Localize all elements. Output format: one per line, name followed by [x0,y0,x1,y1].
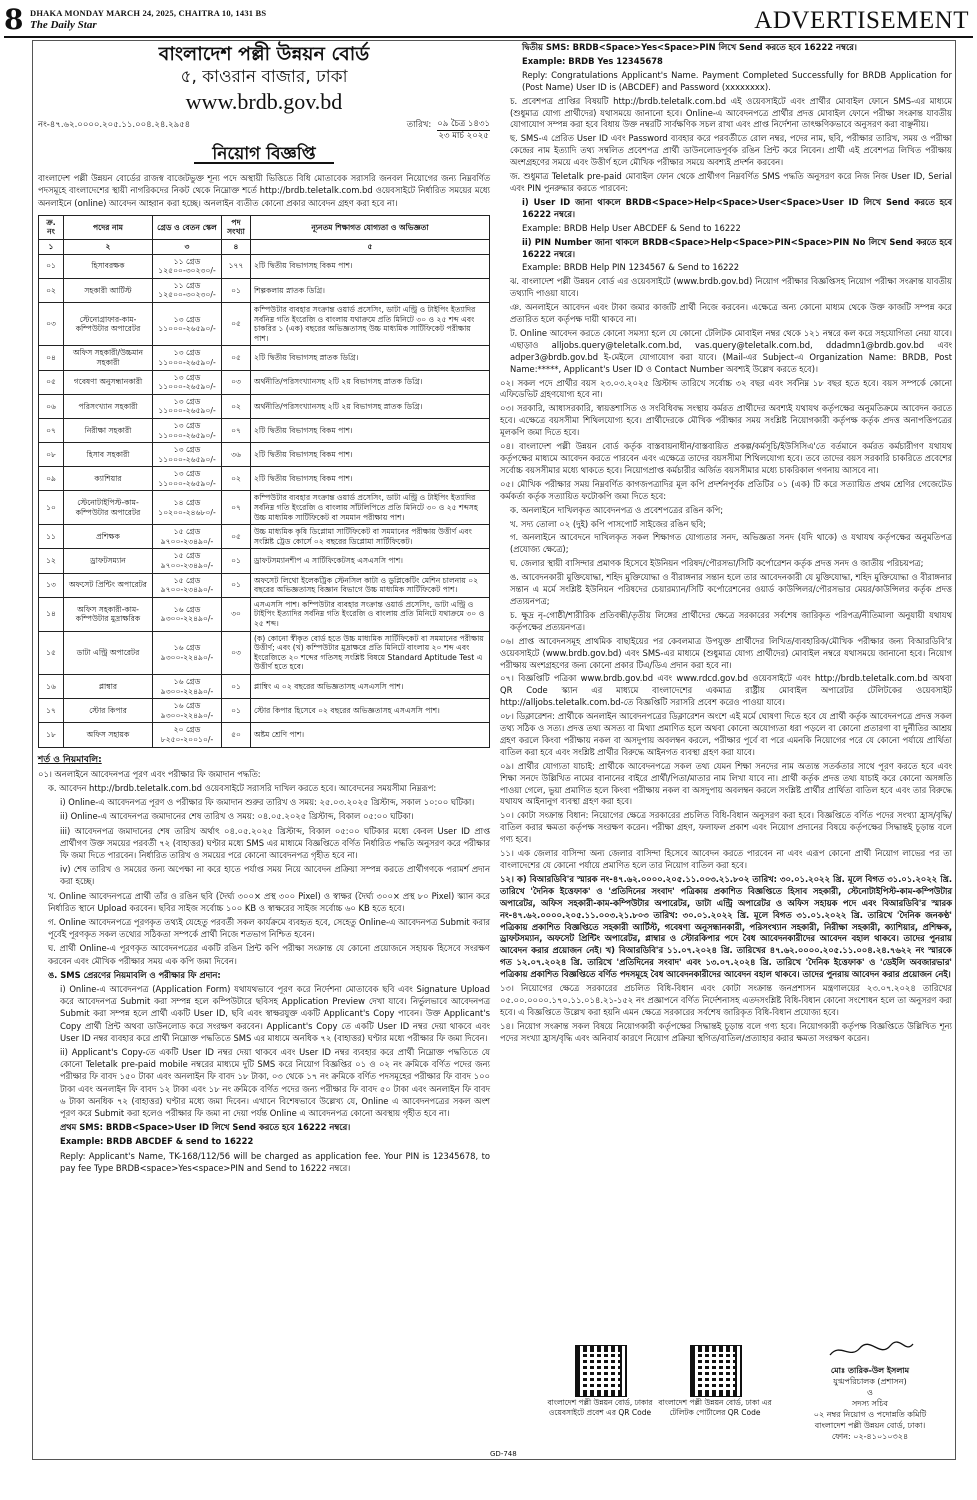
table-row [39,631,490,674]
qr-caption-teletalk: বাংলাদেশ পল্লী উন্নয়ন বোর্ড, ঢাকা এর টেলিটক পোর্টালের QR Code [658,1398,772,1417]
condition-01-j-i-example: Example: BRDB Help User ABCDEF & Send to 16222 [522,222,741,233]
row-grade: ১৪ গ্রেড ১০২০০-২৪৬৮০/- [153,491,222,525]
row-requirement: কম্পিউটার ব্যবহার সংক্রান্ত ওয়ার্ড প্রসেসিং, ডাটা এন্ট্রি ও টাইপিং ইত্যাদির সর্বনিম্ন গতি ইংরেজি ও বাংলায় যথাক্রমে প্রতি মিনিটে ৩০ ও ২৫ শব্দ এবং চাকরির ১ (এক) বছরের অভিজ্ঞতাসহ উচ্চ মাধ্যমিক সার্টিফিকেট পরীক্ষায় পাশ। [251,302,490,345]
row-sl: ১৩ [39,573,64,597]
row-grade: ১৩ গ্রেড ১১০০০-২৬৫৯০/- [153,443,222,467]
row-count: ৩০ [222,597,251,631]
row-grade: ১৫ গ্রেড ৯৭০০-২৩৪৯০/- [153,525,222,549]
row-grade: ১৩ গ্রেড ১১০০০-২৬৫৯০/- [153,394,222,418]
signatory-and: ও [867,1388,873,1397]
row-sl: ০২ [39,278,64,302]
row-requirement: অর্থনীতি/পরিসংখ্যানসহ ২টি ২য় বিভাগসহ স্নাতক ডিগ্রি। [251,370,490,394]
table-row [39,491,490,525]
signatory-org: বাংলাদেশ পল্লী উন্নয়ন বোর্ড, ঢাকা। [814,1421,926,1430]
row-count: ৩৬ [222,443,251,467]
signatory-title: যুগ্মপরিচালক (প্রশাসন) [833,1377,907,1386]
row-post: হিসাবরক্ষক [64,254,153,278]
condition-01-ny: ঞ. অনলাইনে আবেদন এবং টাকা জমার কাজটি প্রার্থী নিজে করবেন। এক্ষেত্রে অন্য কোনো মাধ্যম থেকে উক্ত কাজটি সম্পন্ন করে প্রতারিত হলে কর্তৃপক্ষ দায়ী থাকবে না। [510,302,952,325]
condition-01-j-ii-example: Example: BRDB Help PIN 1234567 & Send to 16222 [522,262,740,273]
row-post: পরিসংখ্যান সহকারী [64,394,153,418]
posts-table-body [39,254,490,747]
row-sl: ১১ [39,525,64,549]
signature-mark [825,1340,915,1362]
notice-intro: বাংলাদেশ পল্লী উন্নয়ন বোর্ডের রাজস্ব বাজেটভুক্ত শূন্য পদে অস্থায়ী ভিত্তিতে বিধি মোতাবেক সরাসরি জনবল নিয়োগের জন্য নিম্নবর্ণিত পদসমূহে বাংলাদেশের স্থায়ী নাগরিকদের নিকট থেকে নিম্নোক্ত শর্তে http://brdb.teletalk.com.bd ওয়েবসাইটে নির্ধারিত সময়ের মধ্যে অনলাইনে (online) আবেদন আহ্বান করা হচ্ছে। অনলাইন ব্যতীত কোনো প্রকার আবেদন গ্রহণ করা হবে না। [38,173,490,208]
condition-01-j-ii: ii) PIN Number জানা থাকলে BRDB<Space>Help<Space>PIN<Space>PIN No লিখে Send করতে হবে 16222 নম্বরে। [522,236,952,259]
table-row [39,254,490,278]
table-row [39,443,490,467]
row-requirement: অফসেট লিথো ইলেকট্রিক স্টেনসিল কাটা ও ডুপ্লিকেটিং মেশিন চালনায় ০২ বছরের অভিজ্ঞতাসহ বিজ্ঞান বিভাগে উচ্চ মাধ্যমিক সার্টিফিকেট পাশ। [251,573,490,597]
table-row [39,418,490,442]
left-column [38,42,490,1176]
date-bangla: ০৯ চৈত্র ১৪৩১ [437,119,490,129]
row-count: ০৩ [222,370,251,394]
row-post: হিসাব সহকারী [64,443,153,467]
condition-01-k-iv: iv) শেষ তারিখ ও সময়ের জন্য অপেক্ষা না করে হাতে পর্যাপ্ত সময় নিয়ে আবেদন প্রক্রিয়া সম্পন্ন করতে প্রার্থীগণকে পরামর্শ প্রদান করা হচ্ছে। [60,864,490,887]
row-requirement: ২টি দ্বিতীয় বিভাগসহ বিকম পাশ। [251,254,490,278]
sms-second-example: Example: BRDB Yes 12345678 [522,55,663,66]
condition-01-ch: চ. প্রবেশপত্র প্রাপ্তির বিষয়টি http://brdb.teletalk.com.bd এই ওয়েবসাইটে এবং প্রার্থীর মোবাইল ফোনে SMS-এর মাধ্যমে (শুধুমাত্র যোগ্য প্রার্থীদের) যথাসময়ে জানানো হবে। Online-এ আবেদনপত্রে প্রার্থীর প্রদত্ত মোবাইল ফোনে পরীক্ষা সংক্রান্ত যাবতীয় যোগাযোগ সম্পন্ন করা হবে বিধায় উক্ত নম্বরটি সার্বক্ষণিক সচল রাখা এবং প্রাপ্ত নির্দেশনা তাৎক্ষণিকভাবে অনুসরণ করা বাঞ্ছনীয়। [510,95,952,130]
row-requirement: এসএসসি পাশ। কম্পিউটার ব্যবহার সংক্রান্ত ওয়ার্ড প্রসেসিং, ডাটা এন্ট্রি ও টাইপিং ইত্যাদির সর্বনিম্ন গতি ইংরেজি ও বাংলায় প্রতি মিনিটে যথাক্রমে ৩০ ও ২৫ শব্দ। [251,597,490,631]
qr-code-teletalk-portal[interactable] [690,1345,742,1397]
row-count: ০৩ [222,631,251,674]
row-requirement: প্লাম্বিং এ ০২ বছরের অভিজ্ঞতাসহ এসএসসি পাশ। [251,674,490,698]
row-post: ডাটা এন্ট্রি অপারেটর [64,631,153,674]
ad-code: GD-748 [490,1450,517,1458]
qr-caption-website: বাংলাদেশ পল্লী উন্নয়ন বোর্ড, ঢাকার ওয়েবসাইটে প্রবেশ এর QR Code [547,1398,653,1417]
organization-website[interactable]: www.brdb.gov.bd [185,89,343,114]
row-count: ০৫ [222,346,251,370]
row-sl: ০১ [39,254,64,278]
right-column [500,42,952,1047]
row-requirement: (ক) কোনো স্বীকৃত বোর্ড হতে উচ্চ মাধ্যমিক সার্টিফিকেট বা সমমানের পরীক্ষায় উত্তীর্ণ; এবং (খ) কম্পিউটার মুদ্রাক্ষরে প্রতি মিনিটে বাংলায় ২০ শব্দ এবং ইংরেজিতে ২০ শব্দের গতিসহ সংশ্লিষ্ট বিষয়ে Standard Aptitude Test এ উত্তীর্ণ হতে হবে। [251,631,490,674]
row-requirement: ড্রাফটসম্যানশীপ এ সার্টিফিকেটসহ এসএসসি পাশ। [251,549,490,573]
table-row [39,394,490,418]
date-block [407,119,490,142]
row-sl: ১৬ [39,674,64,698]
col-header-count: পদ সংখ্যা [222,215,251,239]
date-english: ২৩ মার্চ ২০২৫ [438,131,489,141]
row-sl: ০৯ [39,467,64,491]
row-grade: ১১ গ্রেড ১২৫০০-৩০২৩০/- [153,254,222,278]
condition-01-g: গ. Online আবেদনপত্রে পূরণকৃত তথ্যই যেহেতু পরবর্তী সকল কার্যক্রমে ব্যবহৃত হবে, সেহেতু Online-এ আবেদনপত্র Submit করার পূর্বেই পূরণকৃত সকল তথ্যের সঠিকতা সম্পর্কে প্রার্থী নিজে শতভাগ নিশ্চিত হবেন। [48,916,490,940]
notice-title: নিয়োগ বিজ্ঞপ্তি [194,148,334,164]
row-count: ০৫ [222,525,251,549]
condition-10: ১০। কোটা সংক্রান্ত বিধান: নিয়োগের ক্ষেত্রে সরকারের প্রচলিত বিধি-বিধান অনুসরণ করা হবে। বিজ্ঞপ্তিতে বর্ণিত পদের সংখ্যা হ্রাস/বৃদ্ধি/বাতিল করার ক্ষমতা কর্তৃপক্ষ সংরক্ষণ করেন। পরীক্ষা গ্রহণ, ফলাফল প্রকাশ এবং নিয়োগ প্রদানের বিষয়ে কর্তৃপক্ষের সিদ্ধান্তই চূড়ান্ত বলে গণ্য হবে। [500,810,952,845]
row-requirement: ২টি দ্বিতীয় বিভাগসহ বিকম পাশ। [251,467,490,491]
organization-address: ৫, কাওরান বাজার, ঢাকা [180,67,348,87]
row-count: ০৭ [222,418,251,442]
sms-first: প্রথম SMS: BRDB<Space>User ID লিখে Send করতে হবে 16222 নম্বরে। [60,1122,351,1133]
condition-06: ০৬। প্রাপ্ত আবেদনসমূহ প্রাথমিক বাছাইয়ের পর কেবলমাত্র উপযুক্ত প্রার্থীদের লিখিত/ব্যবহারিক/মৌখিক পরীক্ষার জন্য বিআরডিবি'র ওয়েবসাইটে (www.brdb.gov.bd) এবং SMS-এর মাধ্যমে (শুধুমাত্র যোগ্য প্রার্থীদের) মোবাইল নম্বরে যথাসময়ে জানানো হবে। নিয়োগ পরীক্ষায় অংশগ্রহণের জন্য কোনো প্রকার টিএ/ডিএ প্রদান করা হবে না। [500,635,952,670]
row-sl: ০৮ [39,443,64,467]
row-sl: ১৮ [39,723,64,747]
row-count: ৫০ [222,723,251,747]
row-requirement: স্টোর কিপার হিসেবে ০২ বছরের অভিজ্ঞতাসহ এসএসসি পাশ। [251,699,490,723]
section-title: ADVERTISEMENT [754,7,969,34]
row-sl: ০৫ [39,370,64,394]
newspaper-name: The Daily Star [30,19,97,31]
table-row [39,549,490,573]
row-post: ক্যাশিয়ার [64,467,153,491]
condition-01-k: ক. আবেদন http://brdb.teletalk.com.bd ওয়েবসাইটে সরাসরি দাখিল করতে হবে। আবেদনের সময়সীমা নিম্নরূপ: [48,782,437,793]
signatory-committee: ০২ নম্বর নিয়োগ ও পদোন্নতি কমিটি [813,1410,927,1419]
memo-number: নং-৪৭.৬২.০০০০.২০৫.১১.০০৪.২৪.২৯৫৪ [38,120,191,130]
row-count: ০১ [222,278,251,302]
row-sl: ০৬ [39,394,64,418]
row-count: ০২ [222,394,251,418]
row-post: অফিস সহকারী-কাম-কম্পিউটার মুদ্রাক্ষরিক [64,597,153,631]
condition-01-j: জ. শুধুমাত্র Teletalk pre-paid মোবাইল ফোন থেকে প্রার্থীগণ নিম্নবর্ণিত SMS পদ্ধতি অনুসরণ করে নিজ নিজ User ID, Serial এবং PIN পুনরুদ্ধার করতে পারবেন: [510,171,952,193]
row-requirement: ২টি দ্বিতীয় বিভাগসহ স্নাতক ডিগ্রি। [251,346,490,370]
row-post: স্টেনোগ্রাফার-কাম-কম্পিউটার অপারেটর [64,302,153,345]
row-grade: ১৬ গ্রেড ৯৩০০-২২৪৯০/- [153,699,222,723]
condition-01-k-ii: ii) Online-এ আবেদনপত্র জমাদানের শেষ তারিখ ও সময়: ০৪.০৫.২০২৫ খ্রিস্টাব্দ, বিকাল ০৫:০০ ঘটিকা। [60,811,414,822]
table-row [39,525,490,549]
row-post: প্রশিক্ষক [64,525,153,549]
posts-table [38,215,490,748]
condition-01-j-i: i) User ID জানা থাকলে BRDB<Space>Help<Space>User<Space>User ID লিখে Send করতে হবে 16222 নম্বরে। [522,196,952,219]
condition-01-chh: ছ. SMS-এ প্রেরিত User ID এবং Password ব্যবহার করে পরবর্তীতে রোল নম্বর, পদের নাম, ছবি, পরীক্ষার তারিখ, সময় ও পরীক্ষা কেন্দ্রের নাম ইত্যাদি তথ্য সম্বলিত প্রবেশপত্র প্রার্থী ডাউনলোডপূর্বক রঙিন প্রিন্ট করে নিবেন। প্রার্থী এই প্রবেশপত্র লিখিত পরীক্ষায় অংশগ্রহণের সময়ে এবং উত্তীর্ণ হলে মৌখিক পরীক্ষার সময়ে অবশ্যই প্রদর্শন করবেন। [510,133,952,168]
condition-01-jh: ঝ. বাংলাদেশ পল্লী উন্নয়ন বোর্ড এর ওয়েবসাইটে (www.brdb.gov.bd) নিয়োগ পরীক্ষার বিজ্ঞপ্তিসহ নিয়োগ পরীক্ষা সংক্রান্ত যাবতীয় তথ্যাদি পাওয়া যাবে। [510,276,952,299]
table-row [39,346,490,370]
condition-05-ng: ঙ. আবেদনকারী মুক্তিযোদ্ধা, শহিদ মুক্তিযোদ্ধা ও বীরাঙ্গনার সন্তান হলে তার আবেদনকারী যে মুক্তিযোদ্ধা, শহিদ মুক্তিযোদ্ধা ও বীরাঙ্গনার সন্তান এ মর্মে সংশ্লিষ্ট ইউনিয়ন পরিষদের চেয়ারম্যান/সিটি কর্পোরেশনের ওয়ার্ড কাউন্সিলর/পৌরসভার মেয়র/কাউন্সিলর কর্তৃক প্রদত্ত প্রত্যয়নপত্র; [510,572,952,606]
table-row [39,723,490,747]
signatory-phone: ফোন: ০২-৪১০১০৩২৪ [831,1432,909,1441]
row-sl: ০৩ [39,302,64,345]
row-grade: ১৬ গ্রেড ৯৩০০-২২৪৯০/- [153,631,222,674]
row-grade: ১৬ গ্রেড ৯৩০০-২২৪৯০/- [153,674,222,698]
condition-01-ng: ঙ. SMS প্রেরণের নিয়মাবলি ও পরীক্ষার ফি প্রদান: [48,969,221,980]
row-grade: ১৩ গ্রেড ১১০০০-২৬৫৯০/- [153,467,222,491]
row-grade: ১৩ গ্রেড ১১০০০-২৬৫৯০/- [153,418,222,442]
conditions-title: শর্ত ও নিয়মাবলি: [38,754,102,765]
table-row [39,278,490,302]
header-rule [4,36,973,38]
row-requirement: ২টি দ্বিতীয় বিভাগসহ বিকম পাশ। [251,443,490,467]
table-row [39,573,490,597]
sms-second: দ্বিতীয় SMS: BRDB<Space>Yes<Space>PIN লিখে Send করতে হবে 16222 নম্বরে। [522,42,857,52]
page-header [0,0,977,40]
condition-01-t: ট. Online আবেদন করতে কোনো সমস্যা হলে যে কোনো টেলিটক মোবাইল নম্বর থেকে ১২১ নম্বরে কল করে সহযোগিতা নেয়া যাবে। এছাড়াও alljobs.query@teletalk.com.bd, vas.query@teletalk.com.bd, ddadmn1@brdb.gov.bd এবং adper3@brdb.gov.bd ই-মেইলে যোগাযোগ করা যাবে। (Mail-এর Subject-এ Organization Name: BRDB, Post Name:*****, Applicant's User ID ও Contact Number অবশ্যই উল্লেখ করতে হবে)। [510,327,952,374]
condition-05-k: ক. অনলাইনে দাখিলকৃত আবেদনপত্র ও প্রবেশপত্রের রঙিন কপি; [510,504,724,515]
dateline: DHAKA MONDAY MARCH 24, 2025, CHAITRA 10, 1431 BS [30,8,267,18]
table-row [39,467,490,491]
condition-01-ng-i: i) Online-এ আবেদনপত্র (Application Form) যথাযথভাবে পূরণ করে নির্দেশনা মোতাবেক ছবি এবং Signature Upload করে আবেদনপত্র Submit করা সম্পন্ন হলে কম্পিউটারে ছবিসহ Application Preview দেখা যাবে। নির্ভুলভাবে আবেদনপত্র Submit করা সম্পন্ন হলে প্রার্থী একটি User ID, ছবি এবং স্বাক্ষরযুক্ত একটি Applicant's Copy পাবেন। উক্ত Applicant's Copy প্রার্থী প্রিন্ট অথবা ডাউনলোড করে সংরক্ষণ করবেন। Applicant's Copy তে একটি User ID নম্বর দেয়া থাকবে এবং User ID নম্বর ব্যবহার করে প্রার্থী নিম্নোক্ত পদ্ধতিতে SMS এর মাধ্যমে অনধিক ৭২ (বাহাত্তর) ঘণ্টার মধ্যে পরীক্ষার ফি জমা দিবেন। [60,983,490,1043]
qr-code-brdb-website[interactable] [575,1345,627,1397]
row-requirement: ২টি দ্বিতীয় বিভাগসহ বিকম পাশ। [251,418,490,442]
row-post: অফিস সহকারী/উচ্চমান সহকারী [64,346,153,370]
condition-02: ০২। সকল পদে প্রার্থীর বয়স ২৩.০৩.২০২৫ খ্রিস্টাব্দ তারিখে সর্বোচ্চ ৩২ বছর এবং সর্বনিম্ন ১৮ বছর হতে হবে। বয়স সম্পর্কে কোনো এফিডেভিট গ্রহণযোগ্য হবে না। [500,377,952,400]
row-count: ০১ [222,549,251,573]
signatory-name: মোঃ তারিক-উল ইসলাম [830,1366,910,1375]
row-sl: ১০ [39,491,64,525]
condition-05: ০৫। মৌখিক পরীক্ষার সময় নিম্নবর্ণিত কাগজপত্রাদির মূল কপি প্রদর্শনপূর্বক প্রতিটির ০১ (এক) টি করে সত্যায়িত প্রথম শ্রেণির গেজেটেড কর্মকর্তা কর্তৃক সত্যায়িত ফটোকপি জমা দিতে হবে: [500,478,952,501]
row-count: ০১ [222,573,251,597]
row-post: অফিস সহায়ক [64,723,153,747]
row-sl: ১৪ [39,597,64,631]
row-post: স্টেনোটাইপিস্ট-কাম-কম্পিউটার অপারেটর [64,491,153,525]
row-post: স্টোর কিপার [64,699,153,723]
signature-block [795,1340,945,1442]
row-count: ০৭ [222,491,251,525]
row-sl: ১৫ [39,631,64,674]
condition-14: ১৪। নিয়োগ সংক্রান্ত সকল বিষয়ে নিয়োগকারী কর্তৃপক্ষের সিদ্ধান্তই চূড়ান্ত বলে গণ্য হবে। নিয়োগকারী কর্তৃপক্ষ বিজ্ঞপ্তিতে উল্লিখিত শূন্য পদের সংখ্যা হ্রাস/বৃদ্ধি এবং অনিবার্য কারণে নিয়োগ প্রক্রিয়া স্থগিত/বাতিল/প্রত্যাহার করার ক্ষমতা সংরক্ষণ করেন। [500,1020,952,1043]
signatory-role: সদস্য সচিব [852,1399,888,1408]
row-post: ড্রাফটসম্যান [64,549,153,573]
organization-name: বাংলাদেশ পল্লী উন্নয়ন বোর্ড [158,43,370,65]
date-label: তারিখ: [406,120,432,130]
condition-11: ১১। এক জেলার বাসিন্দা অন্য জেলার বাসিন্দা হিসেবে আবেদন করতে পারবেন না এবং এরূপ কোনো প্রার্থী নিয়োগ লাভের পর তা বাংলাদেশের যে কোনো পর্যায়ে প্রমাণিত হলে তার নিয়োগ বাতিল করা হবে। [500,848,952,870]
table-row [39,597,490,631]
condition-01: ০১। অনলাইনে আবেদনপত্র পূরণ এবং পরীক্ষার ফি জমাদান পদ্ধতি: [38,768,261,779]
condition-01-ng-ii: ii) Applicant's Copy-তে একটি User ID নম্বর দেয়া থাকবে এবং User ID নম্বর ব্যবহার করে প্রার্থী নিম্নোক্ত পদ্ধতিতে যে কোনো Teletalk pre-paid mobile নম্বরের মাধ্যমে দুটি SMS করে নিয়োগ বিজ্ঞপ্তির ০১ ও ০২ নং ক্রমিকে বর্ণিত পদের জন্য পরীক্ষার ফি বাবদ ১৫০ টাকা এবং অনলাইন ফি বাবদ ১৮ টাকা, ০৩ থেকে ১৭ নং ক্রমিকে বর্ণিত পদসমূহের পরীক্ষার ফি বাবদ ১০০ টাকা এবং অনলাইন ফি বাবদ ১২ টাকা এবং ১৮ নং ক্রমিকে বর্ণিত পদের জন্য পরীক্ষার ফি বাবদ ৫০ টাকা এবং অনলাইন ফি বাবদ ৬ টাকা অনধিক ৭২ (বাহাত্তর) ঘণ্টার মধ্যে জমা দিবেন। এখানে বিশেষভাবে উল্লেখ্য যে, Online এ আবেদনপত্রের সকল অংশ পূরণ করে Submit করা হলেও পরীক্ষার ফি জমা না দেয়া পর্যন্ত Online এ আবেদনপত্র কোনো অবস্থায় গৃহীত হবে না। [60,1047,490,1119]
row-post: প্লাম্বার [64,674,153,698]
row-requirement: কম্পিউটার ব্যবহার সংক্রান্ত ওয়ার্ড প্রসেসিং, ডাটা এন্ট্রি ও টাইপিং ইত্যাদির সর্বনিম্ন গতি ইংরেজি ও বাংলায় সাঁটলিপিতে প্রতি মিনিটে ৩০ ও ২৫ শব্দসহ উচ্চ মাধ্যমিক সার্টিফিকেট বা সমমান পরীক্ষায় পাশ। [251,491,490,525]
row-post: নিরীক্ষা সহকারী [64,418,153,442]
row-grade: ১৩ গ্রেড ১১০০০-২৬৫৯০/- [153,370,222,394]
condition-01-k-i: i) Online-এ আবেদনপত্র পূরণ ও পরীক্ষার ফি জমাদান শুরুর তারিখ ও সময়: ২৫.০৩.২০২৫ খ্রিস্টাব্দ, সকাল ১০:০০ ঘটিকা। [60,797,475,808]
condition-05-kh: খ. সদ্য তোলা ০২ (দুই) কপি পাসপোর্ট সাইজের রঙিন ছবি; [510,518,706,529]
sms-first-reply: Reply: Applicant's Name, TK-168/112/56 will be charged as application fee. Your PIN is 12345678, to pay fee Type BRDB<space>Yes<space>PIN and Send to 16222 নম্বরে। [60,1150,490,1173]
row-post: সহকারী আর্টিস্ট [64,278,153,302]
sms-first-example: Example: BRDB ABCDEF & send to 16222 [60,1136,254,1147]
row-grade: ১১ গ্রেড ১২৫০০-৩০২৩০/- [153,278,222,302]
col-header-requirement: ন্যূনতম শিক্ষাগত যোগ্যতা ও অভিজ্ঞতা [251,215,490,239]
condition-13: ১৩। নিয়োগের ক্ষেত্রে সরকারের প্রচলিত বিধি-বিধান এবং কোটা সংক্রান্ত জনপ্রশাসন মন্ত্রণালয়ের ২৩.০৭.২০২৪ তারিখের ০৫.০০.০০০০.১৭০.১১.০১৪.২১-১৫২ নং প্রজ্ঞাপনে বর্ণিত নির্দেশনাসহ এতদসংশ্লিষ্ট বিধি-বিধান কোনো সংশোধন হলে তা অনুসরণ করা হবে। এ বিজ্ঞপ্তিতে উল্লেখ করা হয়নি এমন ক্ষেত্রে সরকারের সর্বশেষ জারিকৃত বিধি-বিধান প্রযোজ্য হবে। [500,983,952,1017]
col-header-sl: ক্র. নং [39,215,64,239]
row-count: ০২ [222,467,251,491]
table-row [39,699,490,723]
row-requirement: অষ্টম শ্রেণি পাশ। [251,723,490,747]
row-sl: ১৭ [39,699,64,723]
row-count: ০১ [222,699,251,723]
table-row [39,370,490,394]
row-grade: ২০ গ্রেড ৮২৫০-২০০১০/- [153,723,222,747]
condition-01-gh: ঘ. প্রার্থী Online-এ পূরণকৃত আবেদনপত্রের একটি রঙিন প্রিন্ট কপি পরীক্ষা সংক্রান্ত যে কোনো প্রয়োজনে সহায়ক হিসেবে সংরক্ষণ করবেন এবং মৌখিক পরীক্ষার সময় এক কপি জমা দিবেন। [48,943,490,966]
row-post: গবেষণা অনুসন্ধানকারী [64,370,153,394]
condition-07: ০৭। বিজ্ঞপ্তিটি পত্রিকা www.brdb.gov.bd এবং www.rdcd.gov.bd ওয়েবসাইটে এবং http://brdb.teletalk.com.bd অথবা QR Code স্ক্যান এর মাধ্যমে বাংলাদেশের একমাত্র রাষ্ট্রীয় মোবাইল অপারেটর টেলিটকের ওয়েবসাইট http://alljobs.teletalk.com.bd-তে বিজ্ঞপ্তিটি সরাসরি প্রবেশ করেও পাওয়া যাবে। [500,673,952,708]
row-post: অফসেট প্রিন্টিং অপারেটর [64,573,153,597]
reference-row [38,119,490,142]
table-row [39,674,490,698]
page-number: 8 [4,3,24,36]
condition-04: ০৪। বাংলাদেশ পল্লী উন্নয়ন বোর্ড কর্তৃক বাস্তবায়নাধীন/বাস্তবায়িত প্রকল্প/কর্মসূচি/ইউসিসিএ'তে বর্তমানে কর্মরত কর্মচারীগণ যথাযথ কর্তৃপক্ষের মাধ্যমে আবেদন করতে পারবেন এবং এক্ষেত্রে তাদের বয়সসীমা শিথিলযোগ্য হবে। তবে তাদের বয়স সরকারি চাকরিতে প্রবেশের সর্বোচ্চ বয়সসীমার মধ্যে থাকতে হবে। নিয়োগপ্রাপ্ত কর্মচারীর অর্জিত বয়সসীমার মধ্যে চাকরিকাল গণনায় আসবে না। [500,441,952,475]
col-header-post: পদের নাম [64,215,153,239]
row-grade: ১৫ গ্রেড ৯৭০০-২৩৪৯০/- [153,573,222,597]
condition-05-g: গ. অনলাইনে আবেদনে দাখিলকৃত সকল শিক্ষাগত যোগ্যতার সনদ, অভিজ্ঞতা সনদ (যদি থাকে) ও যথাযথ কর্তৃপক্ষের অনুমতিপত্র (প্রযোজ্য ক্ষেত্রে); [510,532,952,555]
row-requirement: শিল্পকলায় স্নাতক ডিগ্রি। [251,278,490,302]
row-grade: ১৫ গ্রেড ৯৭০০-২৩৪৯০/- [153,549,222,573]
row-count: ০৫ [222,302,251,345]
row-requirement: অর্থনীতি/পরিসংখ্যানসহ ২টি ২য় বিভাগসহ স্নাতক ডিগ্রি। [251,394,490,418]
row-sl: ১২ [39,549,64,573]
row-count: ১৭৭ [222,254,251,278]
condition-05-ch: চ. ক্ষুদ্র নৃ-গোষ্ঠী/শারীরিক প্রতিবন্ধী/তৃতীয় লিঙ্গের প্রার্থীদের ক্ষেত্রে সরকারের সর্বশেষ জারিকৃত পরিপত্র/নীতিমালা অনুযায়ী যথাযথ কর্তৃপক্ষের প্রত্যয়নপত্র। [510,609,952,632]
row-count: ০১ [222,674,251,698]
condition-01-kh: খ. Online আবেদনপত্রে প্রার্থী তাঁর ও রঙিন ছবি (দৈর্ঘ্য ৩০০× প্রস্থ ৩০০ Pixel) ও স্বাক্ষর (দৈর্ঘ্য ৩০০× প্রস্থ ৮০ Pixel) স্ক্যান করে নির্ধারিত স্থানে Upload করবেন। ছবির সাইজ সর্বোচ্চ ১০০ KB ও স্বাক্ষরের সাইজ সর্বোচ্চ ৬০ KB হতে হবে। [48,890,490,913]
row-grade: ১৩ গ্রেড ১১০০০-২৬৫৯০/- [153,302,222,345]
table-index-row: ১ ২ ৩ ৪ ৫ [39,240,490,255]
condition-08: ০৮। ডিক্লারেশন: প্রার্থীকে অনলাইন আবেদনপত্রের ডিক্লারেশন অংশে এই মর্মে ঘোষণা দিতে হবে যে প্রার্থী কর্তৃক আবেদনপত্রে প্রদত্ত সকল তথ্য সঠিক ও সত্য। প্রদত্ত তথ্য অসত্য বা মিথ্যা প্রমাণিত হলে অথবা কোনো অযোগ্যতা ধরা পড়লে বা কোনো প্রতারণা বা দুর্নীতির আশ্রয় গ্রহণ করলে কিংবা পরীক্ষায় নকল বা অসদুপায় অবলম্বন করলে, পরীক্ষার পূর্বে বা পরে এমনকি নিয়োগের পরে যে কোনো পর্যায়ে প্রার্থিতা বাতিল করা হবে এবং সংশ্লিষ্ট প্রার্থীর বিরুদ্ধে আইনগত ব্যবস্থা গ্রহণ করা যাবে। [500,711,952,757]
row-requirement: উচ্চ মাধ্যমিক কৃষি ডিপ্লোমা সার্টিফিকেট বা সমমানের পরীক্ষায় উত্তীর্ণ এবং সংশ্লিষ্ট ট্রেড কোর্সে ০২ বছরের ডিপ্লোমা সার্টিফিকেট। [251,525,490,549]
table-header-row [39,215,490,239]
row-sl: ০৪ [39,346,64,370]
row-grade: ১৩ গ্রেড ১১০০০-২৬৫৯০/- [153,346,222,370]
condition-01-k-iii: iii) আবেদনপত্র জমাদানের শেষ তারিখ অর্থাৎ ০৪.০৫.২০২৫ খ্রিস্টাব্দ, বিকাল ০৫:০০ ঘটিকার মধ্যে কেবল User ID প্রাপ্ত প্রার্থীগণ উক্ত সময়ের পরবর্তী ৭২ (বাহাত্তর) ঘণ্টার মধ্যে SMS এর মাধ্যমে বিজ্ঞপ্তিতে বর্ণিত নির্ধারিত পদ্ধতি অনুসরণ করে পরীক্ষার ফি জমা দিতে পারবেন। নির্ধারিত তারিখ ও সময়ের পরে কোনো আবেদনপত্র গৃহীত হবে না। [60,825,490,860]
col-header-grade: গ্রেড ও বেতন স্কেল [153,215,222,239]
condition-05-gh: ঘ. জেলার স্থায়ী বাসিন্দার প্রমাণক হিসেবে ইউনিয়ন পরিষদ/পৌরসভা/সিটি কর্পোরেশন কর্তৃক প্রদত্ত সনদ ও জাতীয় পরিচয়পত্র; [510,558,924,569]
condition-12: ১২। ক) বিআরডিবি'র স্মারক নং-৪৭.৬২.০০০০.২০৫.১১.০০৩.২১.৮০২ তারিখ: ৩০.০১.২০২২ খ্রি. মূলে বিগত ৩১.০১.২০২২ খ্রি. তারিখে 'দৈনিক ইত্তেফাক' ও 'প্রতিদিনের সংবাদ' পত্রিকায় প্রকাশিত বিজ্ঞপ্তিতে হিসাব সহকারী, স্টেনোটাইপিস্ট-কাম-কম্পিউটার অপারেটর, অফিস সহকারী-কাম-কম্পিউটার অপারেটর, ডাটা এন্ট্রি অপারেটর ও অফিস সহায়ক পদে এবং বিআরডিবি'র স্মারক নং-৪৭.৬২.০০০০.২০৫.১১.০০৩.২১.৮০৩ তারিখ: ৩০.০১.২০২২ খ্রি. মূলে বিগত ৩১.০১.২০২২ খ্রি. তারিখে 'দৈনিক জনকণ্ঠ' পত্রিকায় প্রকাশিত বিজ্ঞপ্তিতে সহকারী আর্টিস্ট, গবেষণা অনুসন্ধানকারী, পরিসংখ্যান সহকারী, নিরীক্ষা সহকারী, ক্যাশিয়ার, প্রশিক্ষক, ড্রাফটসম্যান, অফসেট প্রিন্টিং অপারেটর, প্লাম্বার ও স্টোরকিপার পদে বৈধ আবেদনকারীদের আবেদন বহাল থাকবে। তাদের পুনরায় আবেদন করার প্রয়োজন নেই। খ) বিআরডিবি'র ১১.০৭.২০২৪ খ্রি. তারিখের ৪৭.৬২.০০০০.২০৫.১১.০০৪.২৪.৭৬২২ নং স্মারকে গত ১২.০৭.২০২৪ খ্রি. তারিখে 'প্রতিদিনের সংবাদ' এবং ১৩.০৭.২০২৪ খ্রি. তারিখে 'দৈনিক ইত্তেফাক' ও 'ডেইলি অবজারভার' পত্রিকায় প্রকাশিত বিজ্ঞপ্তিতে বর্ণিত পদসমূহে বৈধ আবেদনকারীদের আবেদন বহাল থাকবে। তাদের পুনরায় আবেদন করার প্রয়োজন নেই। [500,873,952,980]
table-row [39,302,490,345]
sms-second-reply: Reply: Congratulations Applicant's Name. Payment Completed Successfully for BRDB Application for (Post Name) User ID is (ABCDEF) and Password (xxxxxxxx). [522,69,952,92]
condition-03: ০৩। সরকারি, আধাসরকারি, স্বায়ত্তশাসিত ও সংবিধিবদ্ধ সংস্থায় কর্মরত প্রার্থীদের অবশ্যই যথাযথ কর্তৃপক্ষের অনুমতিক্রমে আবেদন করতে হবে। এক্ষেত্রে বয়সসীমা শিথিলযোগ্য হবে। প্রার্থীদেরকে মৌখিক পরীক্ষার সময় সংশ্লিষ্ট নিয়োগকারী কর্তৃপক্ষ কর্তৃক প্রদত্ত অনাপত্তিপত্রের মূলকপি জমা দিতে হবে। [500,403,952,438]
condition-09: ০৯। প্রার্থীর যোগ্যতা যাচাই: প্রার্থীকে আবেদনপত্রে সকল তথ্য যেমন শিক্ষা সনদের নাম অত্যন্ত সতর্কতার সাথে পূরণ করতে হবে এবং শিক্ষা সনদে উল্লিখিত নামের বানানের বাইরে প্রার্থী/পিতা/মাতার নাম লিখা যাবে না। প্রার্থী কর্তৃক প্রদত্ত তথ্য যাচাই করে কোনো অসঙ্গতি পাওয়া গেলে, ভুয়া প্রমাণিত হলে কিংবা পরীক্ষায় নকল বা অসদুপায় অবলম্বন করলে সংশ্লিষ্ট প্রার্থীর প্রার্থিতা বাতিল হবে এবং তার বিরুদ্ধে যথাযথ আইনানুগ ব্যবস্থা গ্রহণ করা হবে। [500,760,952,807]
row-grade: ১৬ গ্রেড ৯৩০০-২২৪৯০/- [153,597,222,631]
row-sl: ০৭ [39,418,64,442]
